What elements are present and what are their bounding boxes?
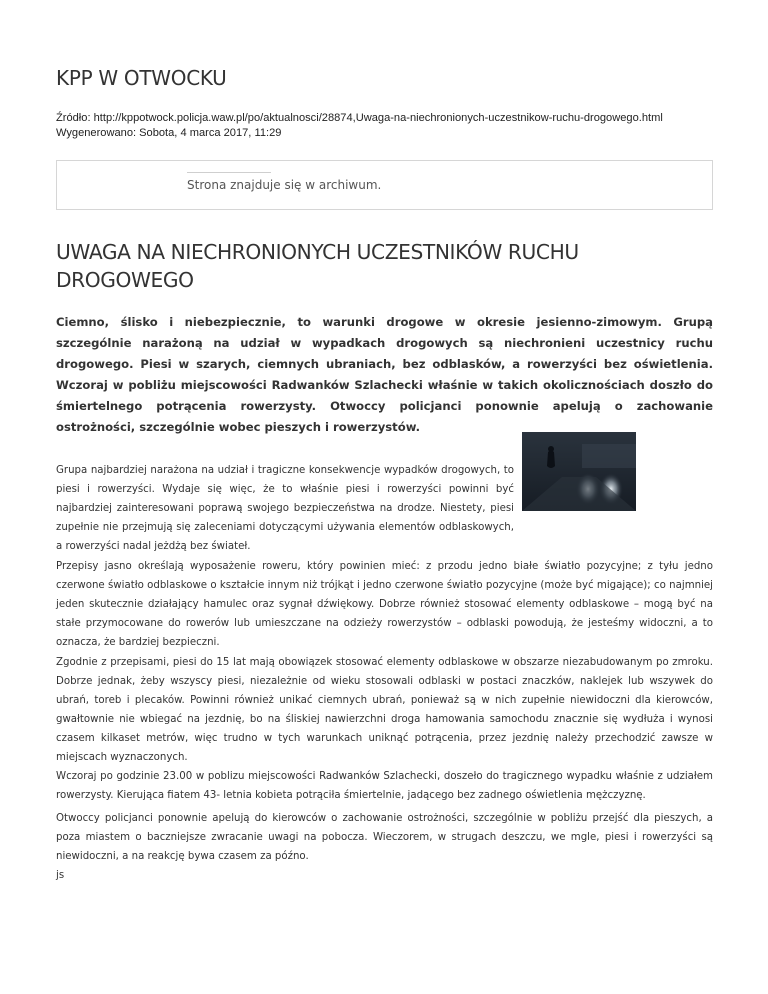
- source-info: [56, 111, 663, 141]
- generated-date: Wygenerowano: Sobota, 4 marca 2017, 11:29: [56, 127, 282, 139]
- article-paragraph: Otwoccy policjanci ponownie apelują do kierowców o zachowanie ostrożności, szczególnie w pobliżu przejść dla pieszych, a poza miastem o baczniejsze zwracanie uwagi na pobocza. Wieczorem, w strugach deszczu, we mgle, piesi i rowerzyści są niewidoczni, a na reakcję bywa czasem za późno.: [56, 813, 713, 862]
- archive-notice-box: [56, 160, 713, 210]
- article-title: UWAGA NA NIECHRONIONYCH UCZESTNIKÓW RUCHU DROGOWEGO: [56, 240, 579, 292]
- author-signature: js: [56, 870, 65, 881]
- source-url: Źródło: http://kppotwock.policja.waw.pl/po/aktualnosci/28874,Uwaga-na-niechronionych-uczestnikow-ruchu-drogowego.html: [56, 112, 663, 124]
- archive-notice: Strona znajduje się w archiwum.: [187, 178, 382, 192]
- archive-divider: [187, 172, 271, 173]
- article-paragraph: Przepisy jasno określają wyposażenie roweru, który powinien mieć: z przodu jedno białe światło pozycyjne; z tyłu jedno czerwone światło odblaskowe o kształcie innym niż trójkąt i jedno czerwone światło pozycyjne (może być migające); co najmniej jeden skutecznie działający hamulec oraz sygnał dźwiękowy. Dobrze również stosować elementy odblaskowe – mogą być na stałe przymocowane do rowerów lub umieszczane na odzieży rowerzystów – odblaski powodują, że jesteśmy widoczni, a to oznacza, że bardziej bezpieczni.: [56, 561, 713, 648]
- article-paragraph: Zgodnie z przepisami, piesi do 15 lat mają obowiązek stosować elementy odblaskowe w obszarze niezabudowanym po zmroku. Dobrze jednak, żeby wszyscy piesi, niezależnie od wieku stosowali odblaski w postaci znaczków, naklejek lub wszywek do ubrań, toreb i plecaków. Powinni również unikać ciemnych ubrań, ponieważ są w nich zupełnie niewidoczni dla kierowców, gwałtownie nie wbiegać na jezdnię, bo na śliskiej nawierzchni droga hamowania samochodu znacznie się wydłuża i wynosi czasem kilkaset metrów, więc trudno w tych warunkach uniknąć potrącenia, przez jezdnię należy przechodzić zawsze w miejscach wyznaczonych.: [56, 657, 713, 763]
- article-lead: Ciemno, ślisko i niebezpiecznie, to warunki drogowe w okresie jesienno-zimowym. Grupą szczególnie narażoną na udział w wypadkach drogowych są niechronieni uczestnicy ruchu drogowego. Piesi w szarych, ciemnych ubraniach, bez odblasków, a rowerzyści bez oświetlenia. Wczoraj w pobliżu miejscowości Radwanków Szlachecki właśnie w takich okolicznościach doszło do śmiertelnego potrącenia rowerzysty. Otwoccy policjanci ponownie apelują o zachowanie ostrożności, szczególnie wobec pieszych i rowerzystów.: [56, 315, 713, 434]
- night-road-image: [522, 432, 636, 511]
- article-photo: [522, 432, 636, 511]
- article-paragraph: Grupa najbardziej narażona na udział i tragiczne konsekwencje wypadków drogowych, to piesi i rowerzyści. Wydaje się więc, że to właśnie piesi i rowerzyści powinni być najbardziej zainteresowani poprawą swojego bezpieczeństwa na drodze. Niestety, piesi zupełnie nie przejmują się zaleceniami dotyczącymi używania elementów odblaskowych, a rowerzyści nadal jeżdżą bez świateł.: [56, 465, 514, 552]
- article-paragraph: Wczoraj po godzinie 23.00 w poblizu miejscowości Radwanków Szlachecki, doszeło do tragicznego wypadku właśnie z udziałem rowerzysty. Kierująca fiatem 43- letnia kobieta potrąciła śmiertelnie, jadącego bez zadnego oświetlenia mężczyznę.: [56, 771, 713, 801]
- site-title: KPP W OTWOCKU: [56, 66, 227, 90]
